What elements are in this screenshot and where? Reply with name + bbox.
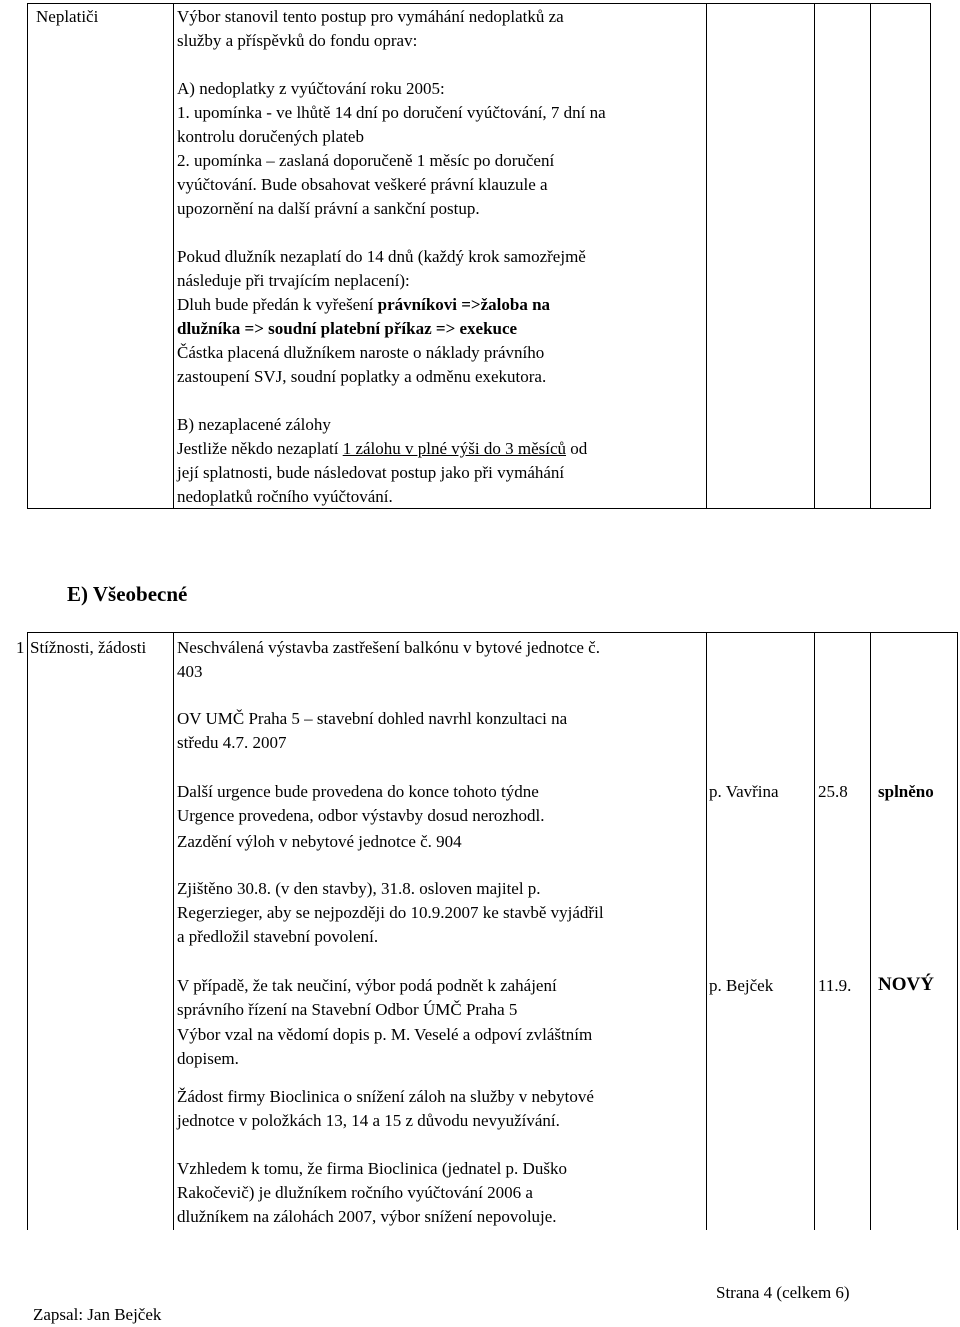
page-number: Strana 4 (celkem 6) [716, 1283, 850, 1302]
due-date: 25.8 [818, 782, 848, 801]
item-line: V případě, že tak neučiní, výbor podá podnět k zahájení [177, 976, 557, 995]
grid-line [706, 632, 707, 1230]
item-line: Urgence provedena, odbor výstavby dosud nerozhodl. [177, 806, 545, 825]
item-line: OV UMČ Praha 5 – stavební dohled navrhl konzultaci na [177, 709, 568, 728]
item-line: Regerzieger, aby se nejpozději do 10.9.2007 ke stavbě vyjádřil [177, 903, 604, 922]
responsible-person: p. Vavřina [709, 782, 779, 801]
pokud-line: následuje při trvajícím neplacení): [177, 271, 410, 290]
item-line: dopisem. [177, 1049, 239, 1068]
grid-line [706, 3, 707, 509]
footer-author: Zapsal: Jan Bejček [33, 1305, 162, 1324]
grid-line [814, 3, 815, 509]
item-line: a předložil stavební povolení. [177, 927, 379, 946]
item-line: jednotce v položkách 13, 14 a 15 z důvodu nevyužívání. [177, 1111, 560, 1130]
pokud-line: Pokud dlužník nezaplatí do 14 dnů (každý krok samozřejmě [177, 247, 586, 266]
section-title: E) Všeobecné [67, 582, 188, 606]
item-line: Výbor vzal na vědomí dopis p. M. Veselé a odpoví zvláštním [177, 1025, 593, 1044]
status-text: NOVÝ [878, 974, 934, 995]
bottom-table-top-border [27, 632, 957, 633]
castka-line: zastoupení SVJ, soudní poplatky a odměnu exekutora. [177, 367, 547, 386]
b-text-post: od [566, 439, 588, 458]
section-b-line [177, 439, 587, 459]
b-text-pre: Jestliže někdo nezaplatí [177, 439, 343, 458]
row-label-stiznosti: Stížnosti, žádosti [30, 638, 147, 657]
grid-line [173, 632, 174, 1230]
responsible-person: p. Bejček [709, 976, 774, 995]
top-table-top-border [27, 3, 930, 4]
item-line: Další urgence bude provedena do konce tohoto týdne [177, 782, 539, 801]
item-line: dlužníkem na zálohách 2007, výbor snížení nepovoluje. [177, 1207, 557, 1226]
dluh-bold-text-2: dlužníka => soudní platební příkaz => exekuce [177, 319, 518, 338]
item-line: Rakočevič) je dlužníkem ročního vyúčtování 2006 a [177, 1183, 533, 1202]
section-a-line: 1. upomínka - ve lhůtě 14 dní po doručení vyúčtování, 7 dní na [177, 103, 606, 122]
section-a-line: upozornění na další právní a sankční postup. [177, 199, 480, 218]
section-b-title: B) nezaplacené zálohy [177, 415, 331, 434]
row-number: 1 [16, 638, 25, 657]
item-line: Neschválená výstavba zastřešení balkónu v bytové jednotce č. [177, 638, 600, 657]
item-line: Zazdění výloh v nebytové jednotce č. 904 [177, 832, 462, 851]
grid-line [870, 632, 871, 1230]
section-a-line: 2. upomínka – zaslaná doporučeně 1 měsíc po doručení [177, 151, 555, 170]
section-a-line: kontrolu doručených plateb [177, 127, 364, 146]
grid-line [870, 3, 871, 509]
dluh-bold-text: právníkovi =>žaloba na [377, 295, 551, 314]
grid-line [27, 632, 28, 1230]
grid-line [957, 632, 958, 1230]
b-text-underlined: 1 zálohu v plné výši do 3 měsíců [342, 439, 567, 458]
castka-line: Částka placená dlužníkem naroste o náklady právního [177, 343, 545, 362]
item-line: správního řízení na Stavební Odbor ÚMČ Praha 5 [177, 1000, 518, 1019]
item-line: středu 4.7. 2007 [177, 733, 287, 752]
item-line: 403 [177, 662, 203, 681]
grid-line [814, 632, 815, 1230]
grid-line [930, 3, 931, 509]
row-label-neplatici: Neplatiči [36, 7, 99, 26]
item-line: Vzhledem k tomu, že firma Bioclinica (jednatel p. Duško [177, 1159, 567, 1178]
dluh-line [177, 295, 550, 315]
section-b-line: její splatnosti, bude následovat postup jako při vymáhání [177, 463, 565, 482]
section-b-line: nedoplatků ročního vyúčtování. [177, 487, 393, 506]
intro-line: Výbor stanovil tento postup pro vymáhání nedoplatků za [177, 7, 564, 26]
intro-line: služby a příspěvků do fondu oprav: [177, 31, 418, 50]
top-table-bottom-border [27, 508, 930, 509]
section-a-title: A) nedoplatky z vyúčtování roku 2005: [177, 79, 445, 98]
item-line: Žádost firmy Bioclinica o snížení záloh na služby v nebytové [177, 1087, 594, 1106]
grid-line [173, 3, 174, 509]
dluh-text: Dluh bude předán k vyřešení [177, 295, 378, 314]
due-date: 11.9. [818, 976, 852, 995]
item-line: Zjištěno 30.8. (v den stavby), 31.8. osloven majitel p. [177, 879, 541, 898]
grid-line [27, 3, 28, 509]
status-text: splněno [878, 782, 934, 801]
dluh-bold-line [177, 319, 517, 339]
section-a-line: vyúčtování. Bude obsahovat veškeré právní klauzule a [177, 175, 548, 194]
